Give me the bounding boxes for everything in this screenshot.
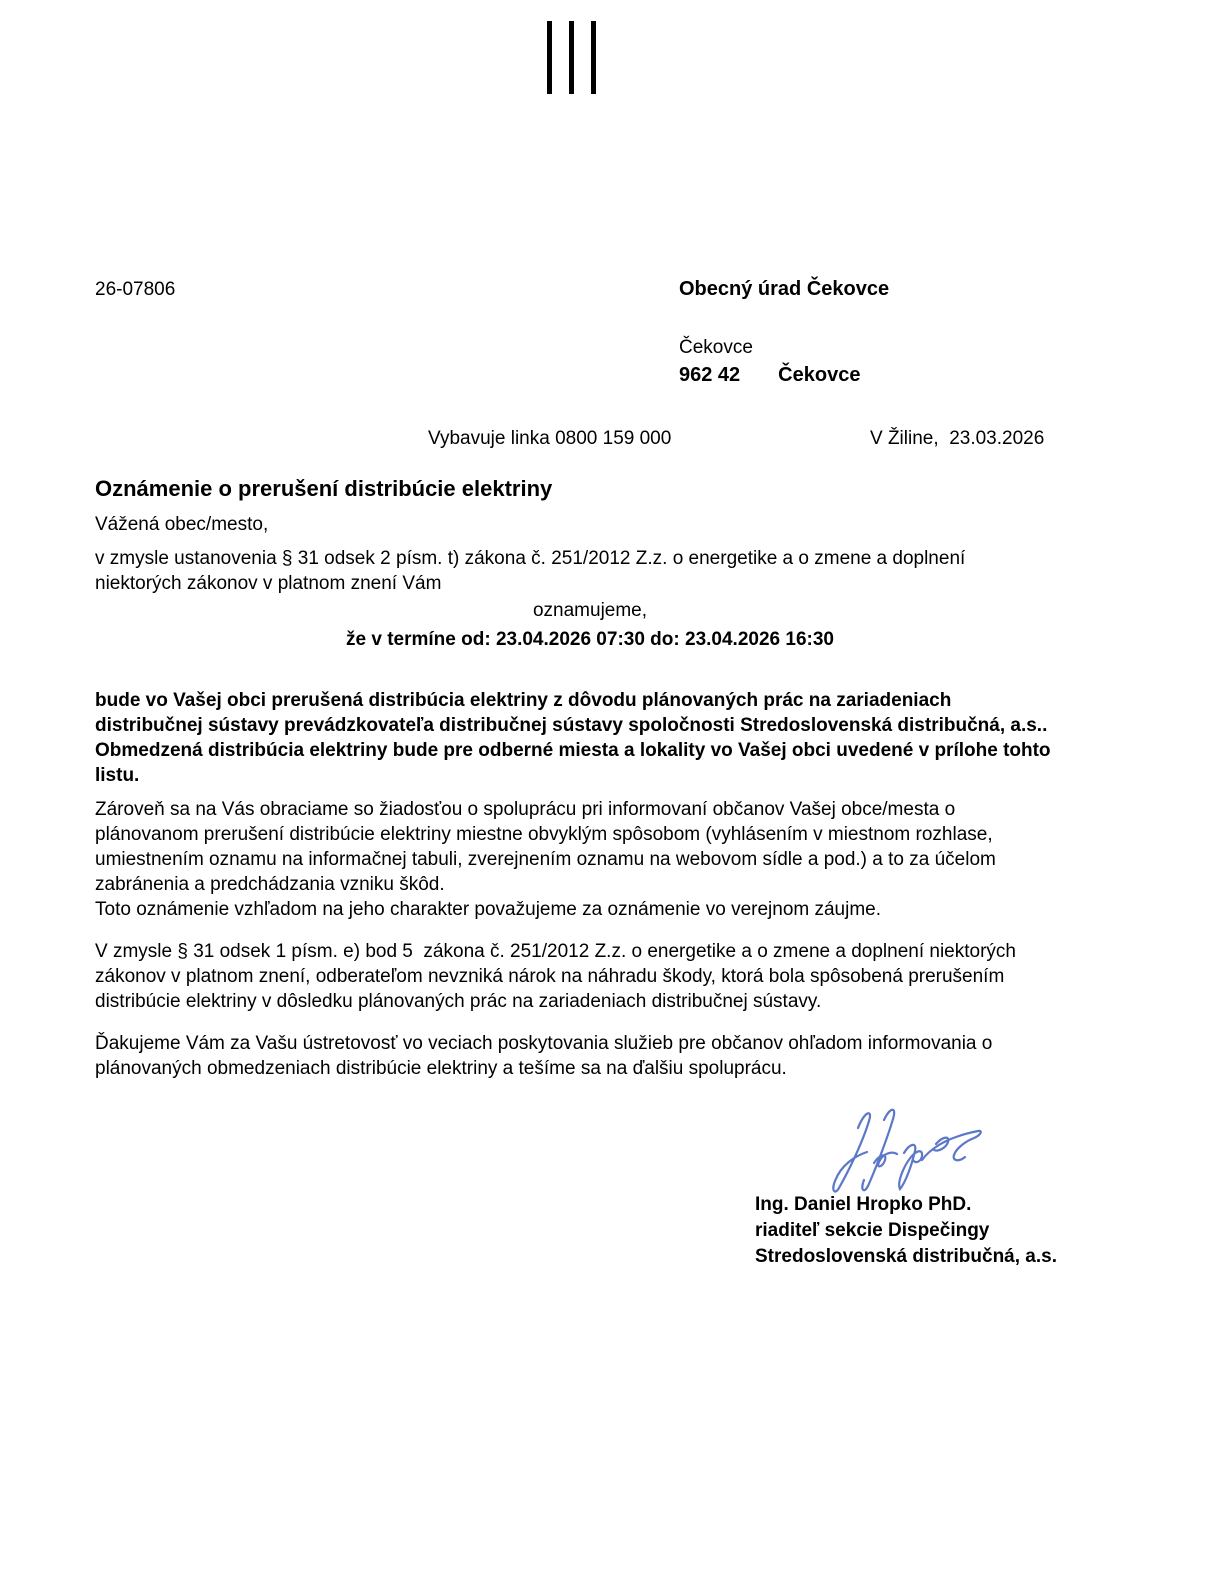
signatory-name: Ing. Daniel Hropko PhD. bbox=[755, 1194, 972, 1215]
announce-word: oznamujeme, bbox=[532, 600, 648, 621]
recipient-postal-code: 962 42 bbox=[679, 364, 741, 386]
handler-line: Vybavuje linka 0800 159 000 bbox=[428, 428, 672, 449]
signatory-company: Stredoslovenská distribučná, a.s. bbox=[755, 1246, 1057, 1267]
recipient-block bbox=[679, 277, 889, 387]
paragraph-cooperation-block bbox=[95, 797, 1053, 922]
place-and-date: V Žiline, 23.03.2026 bbox=[870, 428, 1045, 449]
signatory-block bbox=[755, 1192, 1057, 1270]
signatory-role: riaditeľ sekcie Dispečingy bbox=[755, 1220, 990, 1241]
recipient-postal-line bbox=[679, 363, 889, 387]
logo-bars-icon bbox=[547, 21, 596, 94]
paragraph-law: V zmysle § 31 odsek 1 písm. e) bod 5 zákona č. 251/2012 Z.z. o energetike a o zmene a doplnení niektorých zákonov v platnom znení, odberateľom nevzniká nárok na náhradu škody, ktorá bola spôsobená prerušením distribúcie elektriny v dôsledku plánovaných prác na zariadeniach distribučnej sústavy. bbox=[95, 941, 1022, 1012]
document-title: Oznámenie o prerušení distribúcie elektriny bbox=[95, 476, 553, 501]
paragraph-cooperation: Zároveň sa na Vás obraciame so žiadosťou o spoluprácu pri informovaní občanov Vašej obce/mesta o plánovanom prerušení distribúcie elektriny miestne obvyklým spôsobom (vyhlásením v miestnom rozhlase, umiestnením oznamu na informačnej tabuli, zverejnením oznamu na webovom sídle a pod.) a to za účelom zabránenia a predchádzania vzniku škôd. bbox=[95, 799, 996, 895]
paragraph-main-notice: bude vo Vašej obci prerušená distribúcia elektriny z dôvodu plánovaných prác na zariadeniach distribučnej sústavy prevádzkovateľa distribučnej sústavy spoločnosti Stredoslovenská distribučná, a.s.. Obmedzená distribúcia elektriny bude pre odberné miesta a lokality vo Vašej obci uvedené v prílohe tohto listu. bbox=[95, 690, 1051, 786]
recipient-street: Čekovce bbox=[679, 337, 753, 358]
reference-number: 26-07806 bbox=[95, 279, 176, 300]
logo-bar bbox=[569, 21, 574, 94]
recipient-city: Čekovce bbox=[778, 364, 861, 386]
handwritten-signature bbox=[818, 1102, 988, 1197]
paragraph-public-interest: Toto oznámenie vzhľadom na jeho charakter považujeme za oznámenie vo verejnom záujme. bbox=[95, 899, 882, 920]
salutation: Vážená obec/mesto, bbox=[95, 514, 269, 535]
recipient-name: Obecný úrad Čekovce bbox=[679, 278, 890, 300]
logo-bar bbox=[547, 21, 552, 94]
logo-bar bbox=[591, 21, 596, 94]
outage-term-line: že v termíne od: 23.04.2026 07:30 do: 23.04.2026 16:30 bbox=[346, 629, 834, 650]
paragraph-thanks: Ďakujeme Vám za Vašu ústretovosť vo veciach poskytovania služieb pre občanov ohľadom informovania o plánovaných obmedzeniach distribúcie elektriny a tešíme sa na ďalšiu spoluprácu. bbox=[95, 1033, 993, 1079]
paragraph-intro: v zmysle ustanovenia § 31 odsek 2 písm. t) zákona č. 251/2012 Z.z. o energetike a o zmene a doplnení niektorých zákonov v platnom znení Vám bbox=[95, 548, 966, 594]
